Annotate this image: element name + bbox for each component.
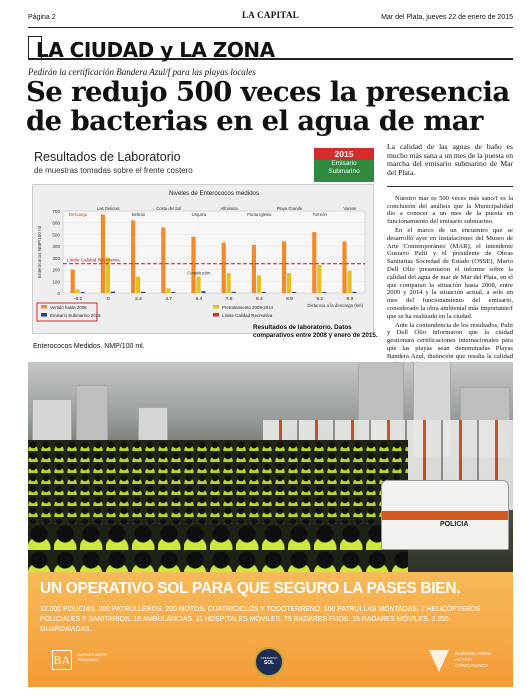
bar-emisario-submarino-2015 — [292, 292, 296, 293]
x-tick-label: -6.2 — [73, 297, 83, 302]
location-label: Playa Grande — [276, 206, 303, 211]
figure-units-note: Enterococos Medidos. NMP/100 ml. — [33, 343, 145, 350]
legend-label: Emisario Submarino 2015 — [50, 313, 101, 318]
ad-slogan: UN OPERATIVO SOL PARA QUE SEGURO LA PASES BIEN. — [40, 580, 461, 597]
operativo-sol-seal — [254, 647, 284, 677]
seal-line-1: OPERATIVO — [260, 656, 278, 660]
y-tick-label: 600 — [52, 220, 60, 226]
bar-pretratamiento-2009-2014 — [257, 275, 261, 293]
article-kicker: Pedirán la certificación Bandera Azul/f para las playas locales — [28, 67, 256, 77]
ba-logo: BA — [52, 650, 72, 670]
ad-facts-line-1: 12.000 POLICÍAS. 200 PATRULLEROS. 200 MOTOS, CUATRICICLOS Y TODOTERRENO. 100 PATRULLAS MONTADAS. 7 HELICÓPTEROS — [40, 606, 481, 613]
bar-pretratamiento-2009-2014 — [166, 288, 170, 293]
location-label: Urquiza — [191, 212, 207, 217]
enterococos-bar-chart — [33, 185, 375, 335]
x-tick-label: 7.8 — [225, 297, 233, 302]
figure-subtitle: de muestras tomadas sobre el frente costero — [34, 166, 193, 175]
bar-vertido-hasta-2008 — [252, 245, 256, 293]
bar-pretratamiento-2009-2014 — [106, 258, 110, 293]
bar-emisario-submarino-2015 — [81, 292, 85, 293]
logo-right-line-1: BUENOS AIRES — [455, 652, 491, 657]
limit-line-label: Límite Calidad Recreativa — [67, 257, 120, 263]
police-truck — [381, 480, 509, 550]
x-tick-label: 2.4 — [135, 297, 142, 302]
bar-pretratamiento-2009-2014 — [347, 271, 351, 293]
chart-title: Niveles de Enterococos medidos — [168, 190, 260, 197]
legend-swatch — [213, 305, 219, 309]
police-officers-crowd — [28, 440, 408, 572]
y-tick-label: 100 — [52, 279, 60, 285]
truck-label: POLICIA — [440, 521, 469, 528]
y-tick-label: 400 — [52, 244, 60, 250]
masthead: LA CAPITAL — [241, 10, 300, 20]
location-label: Torreón — [312, 212, 327, 217]
article-column — [387, 143, 513, 369]
bar-pretratamiento-2009-2014 — [227, 273, 231, 293]
legend-label: Vertido hasta 2008 — [50, 305, 87, 310]
x-tick-label: 6.4 — [195, 297, 203, 302]
bar-emisario-submarino-2015 — [201, 291, 205, 293]
logo-triangle-icon — [429, 650, 449, 672]
bar-pretratamiento-2009-2014 — [76, 289, 80, 293]
logo-right-line-2: ACTIVA — [455, 657, 472, 663]
figure-caption: Resultados de laboratorio. Datos comparativos entre 2008 y enero de 2015. — [253, 324, 378, 339]
location-label: Punta Iglesia — [247, 212, 272, 217]
y-tick-label: 500 — [52, 232, 60, 238]
x-tick-label: 9.9 — [346, 297, 354, 302]
article-headline — [26, 78, 515, 136]
bar-pretratamiento-2009-2014 — [196, 277, 200, 293]
bar-pretratamiento-2009-2014 — [317, 265, 321, 293]
bar-emisario-submarino-2015 — [111, 292, 115, 293]
location-label: Las Delicias — [97, 206, 120, 211]
article-paragraph: Ante la contundencia de los resultados, Pulti y Dell Olio informaron que la ciudad gestionará certificaciones internacionales para que las playas sean denominadas Playas Bandera Azul, distinción que resalta la calidad — [387, 321, 513, 360]
bar-emisario-submarino-2015 — [232, 292, 236, 293]
bar-pretratamiento-2009-2014 — [136, 277, 140, 293]
ad-facts — [40, 605, 501, 635]
x-tick-label: 4.7 — [165, 297, 173, 302]
ad-facts-line-2: POLICIALES Y SANITARIOS. 18 AMBULANCIAS. 11 HOSPITALES MÓVILES. 75 RADARES FIJOS. 15 RADARES MÓVILES. 2.350 GUARDAVIDAS. — [40, 616, 449, 633]
emisario-badge — [314, 148, 374, 182]
operativo-sol-advertisement — [28, 362, 513, 687]
logo-right-text — [455, 652, 491, 669]
bar-emisario-submarino-2015 — [141, 292, 145, 293]
bar-emisario-submarino-2015 — [322, 292, 326, 293]
bar-vertido-hasta-2008 — [342, 241, 346, 293]
x-tick-label: 9.2 — [316, 297, 324, 302]
logo-right-line-3: CÓMO NUNCA — [455, 663, 489, 669]
bar-vertido-hasta-2008 — [191, 237, 195, 293]
figure-title: Resultados de Laboratorio — [34, 150, 181, 164]
badge-year: 2015 — [314, 148, 374, 160]
chart-panel — [32, 184, 374, 334]
y-tick-label: 200 — [52, 267, 60, 273]
header-rule — [28, 27, 513, 28]
x-tick-label: 0 — [106, 297, 110, 302]
legend-label: Pretratamiento 2009-2014 — [222, 305, 274, 310]
y-axis-label: Enterococos NMP/100 ml — [37, 225, 42, 279]
ba-logo-text: BUENOS AIRES PROVINCIA — [78, 653, 107, 662]
article-paragraph: Nuestro mar es 500 veces más sano/f es la conclusión del análisis que la Municipalidad dio a conocer a un mes de la puesta en funcionamiento del emisario submarino. — [387, 194, 513, 226]
location-label: Costa del Sol — [156, 206, 182, 211]
bar-vertido-hasta-2008 — [131, 220, 135, 293]
lead-rule — [387, 186, 513, 187]
article-paragraph: En el marco de un encuentro que se desarrolló ayer en instalaciones del Museo de Arte Contemporáneo (MAR), el intendente Gustavo Pulti y el presidente de Obras Sanitarias Sociedad de Estado (OSSE), Mario Dell Olio presentaron el informe sobre la calidad del agua de mar de Mar del Plata, en el que comparan la situación hasta 2008, entre 2009 y 2014 y la situación actual, a solo un mes del funcionamiento del emisario, considerado la obra ambiental más importante/f que se ha realizado en la ciudad. — [387, 227, 513, 320]
headline-line-2: de bacterias en el agua de mar — [26, 105, 483, 137]
location-label: Alfonsina — [220, 206, 238, 211]
location-label: Varese — [343, 206, 357, 211]
bar-vertido-hasta-2008 — [71, 270, 75, 293]
bar-pretratamiento-2009-2014 — [287, 273, 291, 293]
y-tick-label: 0 — [57, 291, 60, 296]
annotation-label: Constitución — [187, 270, 211, 276]
page-header — [28, 10, 513, 24]
bar-vertido-hasta-2008 — [161, 227, 165, 293]
article-lead: La calidad de las aguas de baño es mucho más sana a un mes de la puesta en marcha del emisario submarino de Mar del Plata. — [387, 142, 513, 178]
section-banner — [28, 36, 513, 60]
x-axis-label: Distancia a la descarga (km) — [307, 303, 363, 308]
bar-vertido-hasta-2008 — [312, 232, 316, 293]
x-tick-label: 8.4 — [255, 297, 263, 302]
page-number: Página 2 — [28, 14, 56, 21]
police-formation-photo — [28, 362, 513, 572]
dateline: Mar del Plata, jueves 22 de enero de 2015 — [381, 14, 513, 21]
legend-label: Límite Calidad Recreativa — [222, 313, 273, 318]
ad-text-panel — [28, 572, 513, 687]
x-tick-label: 8.9 — [286, 297, 293, 302]
headline-line-1: Se redujo 500 veces la presencia — [26, 76, 510, 108]
legend-swatch — [41, 305, 47, 309]
lab-results-figure — [28, 144, 378, 334]
y-tick-label: 300 — [52, 255, 60, 261]
bar-emisario-submarino-2015 — [262, 292, 266, 293]
bar-emisario-submarino-2015 — [171, 292, 175, 293]
bar-vertido-hasta-2008 — [222, 243, 226, 293]
legend-swatch — [213, 313, 219, 317]
section-title: LA CIUDAD y LA ZONA — [36, 38, 275, 62]
bar-vertido-hasta-2008 — [282, 241, 286, 293]
bar-emisario-submarino-2015 — [352, 292, 356, 293]
badge-line-2: Submarino — [328, 168, 360, 175]
crowd-front-rows — [28, 524, 408, 572]
location-label: Descarga — [69, 212, 88, 217]
truck-stripe — [382, 511, 508, 520]
location-label: Beltrán — [131, 212, 146, 217]
y-tick-label: 700 — [52, 209, 60, 214]
bar-vertido-hasta-2008 — [101, 215, 105, 293]
badge-line-1: Emisario — [331, 160, 357, 167]
legend-swatch — [41, 313, 47, 317]
buenos-aires-activa-logo — [429, 648, 499, 676]
seal-line-2: SOL — [263, 660, 275, 666]
